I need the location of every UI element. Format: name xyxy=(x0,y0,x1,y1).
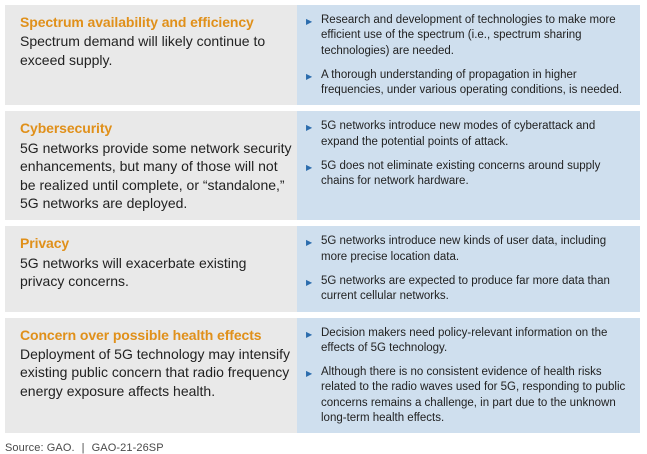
source-line xyxy=(5,442,640,454)
list-item xyxy=(306,274,630,305)
challenge-summary-cell xyxy=(5,111,297,220)
challenge-heading: Privacy xyxy=(20,235,70,252)
challenge-heading: Cybersecurity xyxy=(20,120,113,137)
bullet-arrow-icon: ▶ xyxy=(306,123,313,133)
list-item xyxy=(306,13,630,59)
table-row-cybersecurity xyxy=(5,111,640,220)
challenge-description: Spectrum demand will likely continue to exceed supply. xyxy=(20,33,266,68)
footer-separator: | xyxy=(81,442,85,454)
bullet-text: A thorough understanding of propagation in higher frequencies, under various operating conditions, is needed. xyxy=(321,68,623,97)
challenge-details-cell xyxy=(297,318,640,434)
list-item xyxy=(306,234,630,265)
bullet-text: 5G does not eliminate existing concerns around supply chains for network hardware. xyxy=(321,159,601,188)
challenge-summary-cell xyxy=(5,226,297,311)
challenge-details-cell xyxy=(297,226,640,311)
challenge-heading: Concern over possible health effects xyxy=(20,326,262,343)
bullet-text: 5G networks introduce new kinds of user data, including more precise location data. xyxy=(321,235,607,263)
bullet-arrow-icon: ▶ xyxy=(306,17,313,26)
source-text: Source: GAO. xyxy=(5,442,75,454)
bullet-text: Research and development of technologies to make more efficient use of the spectrum (i.e., spectrum sharing technologies) are needed. xyxy=(321,14,616,57)
list-item xyxy=(306,365,630,426)
bullet-text: 5G networks introduce new modes of cyberattack and expand the potential points of attack. xyxy=(321,120,596,148)
challenge-description: Deployment of 5G technology may intensify existing public concern that radio frequency energy exposure affects health. xyxy=(20,345,291,399)
bullet-arrow-icon: ▶ xyxy=(306,238,313,248)
bullet-text: Although there is no consistent evidence of health risks related to the radio waves used for 5G, responding to public concerns remains a challenge, in part due to the unknown long-term health effects. xyxy=(321,366,626,424)
challenges-table xyxy=(5,5,640,433)
challenge-details-cell xyxy=(297,5,640,105)
bullet-arrow-icon: ▶ xyxy=(306,71,313,81)
challenge-details-cell xyxy=(297,111,640,220)
bullet-arrow-icon: ▶ xyxy=(306,278,313,288)
list-item xyxy=(306,68,630,99)
table-row-health-effects xyxy=(5,318,640,434)
bullet-text: 5G networks are expected to produce far more data than current cellular networks. xyxy=(321,275,610,303)
table-row-privacy xyxy=(5,226,640,311)
challenge-description: 5G networks provide some network security enhancements, but many of those will not be realized until complete, or “standalone,” 5G networks are deployed. xyxy=(20,139,292,211)
table-row-spectrum xyxy=(5,5,640,105)
bullet-arrow-icon: ▶ xyxy=(306,162,313,172)
challenge-summary-cell xyxy=(5,318,297,434)
bullet-text: Decision makers need policy-relevant information on the effects of 5G technology. xyxy=(321,326,608,354)
challenge-description: 5G networks will exacerbate existing privacy concerns. xyxy=(20,254,247,290)
challenge-heading: Spectrum availability and efficiency xyxy=(20,14,254,30)
list-item xyxy=(306,159,630,190)
list-item xyxy=(306,119,630,150)
bullet-arrow-icon: ▶ xyxy=(306,369,313,379)
challenge-summary-cell xyxy=(5,5,297,105)
bullet-arrow-icon: ▶ xyxy=(306,329,313,339)
list-item xyxy=(306,326,630,357)
report-number: GAO-21-26SP xyxy=(91,442,164,454)
